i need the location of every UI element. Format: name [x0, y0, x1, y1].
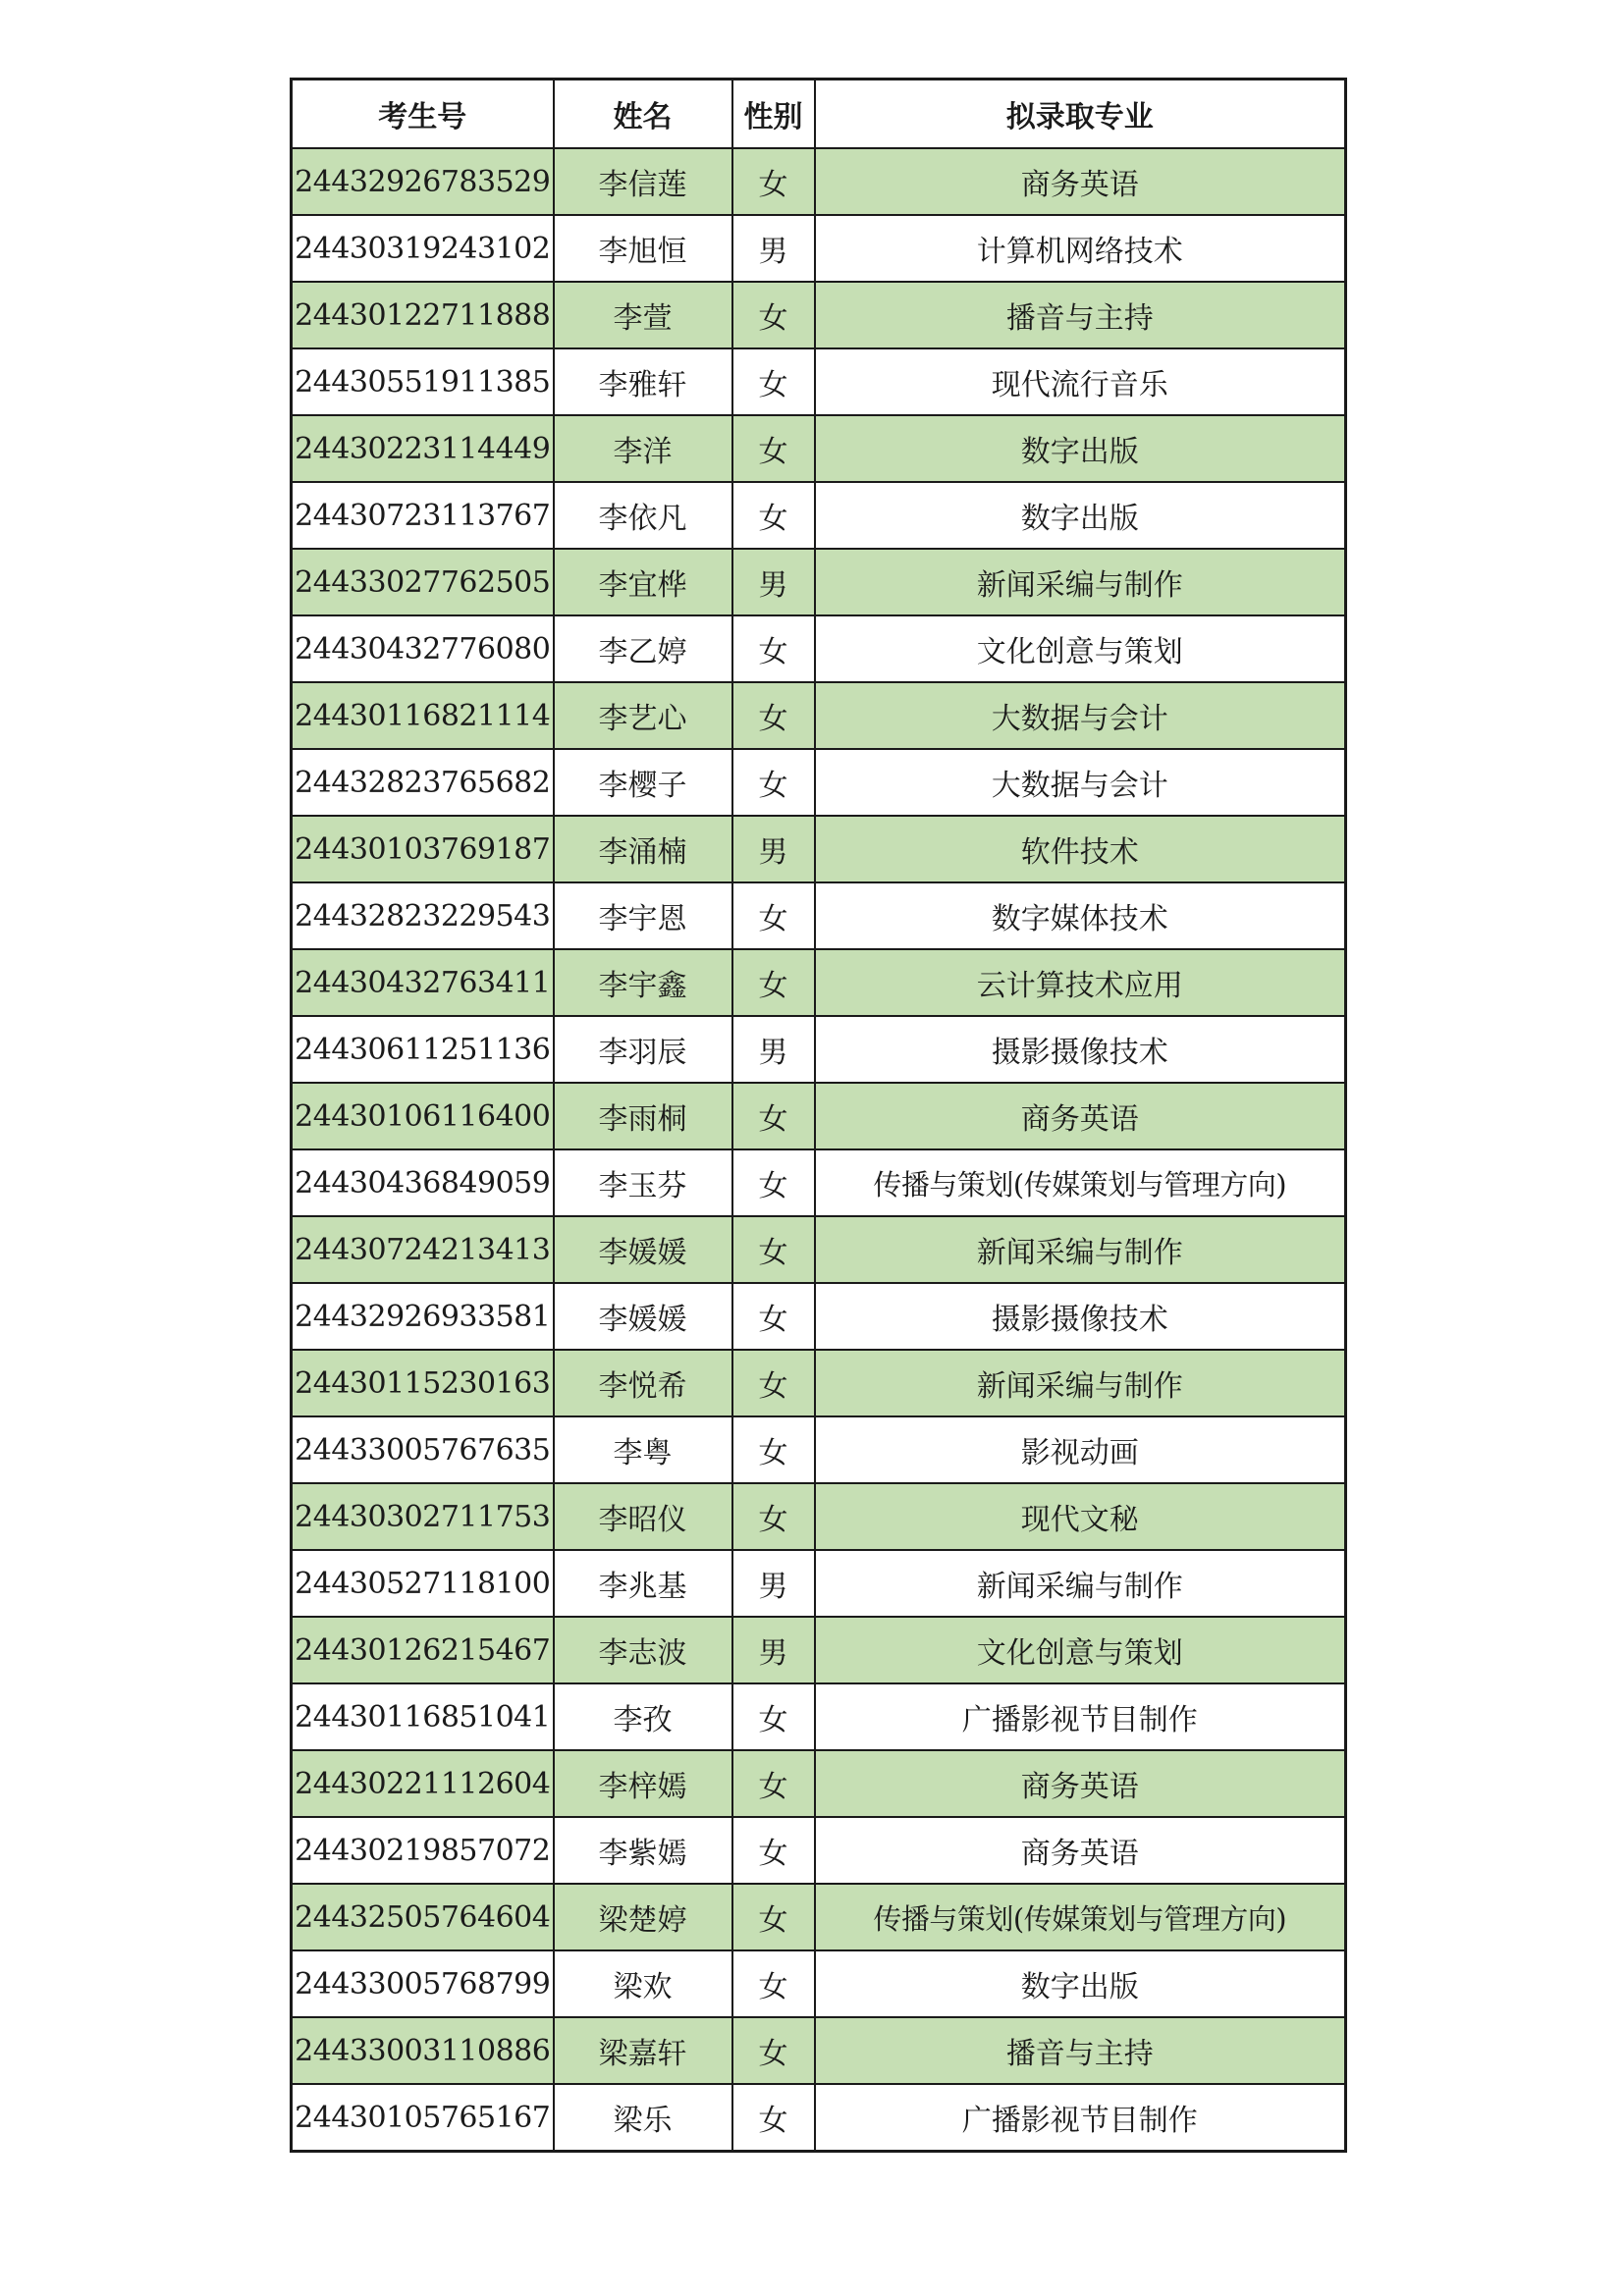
- table-row: [292, 148, 1346, 215]
- name-cell: 李旭恒: [554, 215, 732, 282]
- table-row: [292, 615, 1346, 682]
- candidate-id-cell: 24430116821114: [292, 682, 554, 749]
- admission-list-table: [290, 78, 1347, 2153]
- major-cell: 摄影摄像技术: [815, 1283, 1346, 1350]
- gender-cell: 女: [732, 1817, 815, 1884]
- candidate-id-cell: 24430551911385: [292, 348, 554, 415]
- header-gender: 性别: [732, 80, 815, 149]
- gender-cell: 女: [732, 1750, 815, 1817]
- gender-cell: 女: [732, 1083, 815, 1149]
- table-row: [292, 415, 1346, 482]
- major-cell: 软件技术: [815, 816, 1346, 882]
- table-row: [292, 549, 1346, 615]
- major-cell: 数字出版: [815, 482, 1346, 549]
- candidate-id-cell: 24430527118100: [292, 1550, 554, 1617]
- header-name: 姓名: [554, 80, 732, 149]
- table-row: [292, 1950, 1346, 2017]
- major-cell: 广播影视节目制作: [815, 2084, 1346, 2152]
- name-cell: 李乙婷: [554, 615, 732, 682]
- major-cell: 文化创意与策划: [815, 615, 1346, 682]
- candidate-id-cell: 24430115230163: [292, 1350, 554, 1416]
- candidate-id-cell: 24430126215467: [292, 1617, 554, 1683]
- name-cell: 梁嘉轩: [554, 2017, 732, 2084]
- table-row: [292, 749, 1346, 816]
- name-cell: 李悦希: [554, 1350, 732, 1416]
- major-cell: 云计算技术应用: [815, 949, 1346, 1016]
- gender-cell: 女: [732, 1283, 815, 1350]
- candidate-id-cell: 24430116851041: [292, 1683, 554, 1750]
- table-row: [292, 2017, 1346, 2084]
- major-cell: 大数据与会计: [815, 749, 1346, 816]
- table-row: [292, 1483, 1346, 1550]
- name-cell: 李媛媛: [554, 1283, 732, 1350]
- name-cell: 李志波: [554, 1617, 732, 1683]
- major-cell: 大数据与会计: [815, 682, 1346, 749]
- candidate-id-cell: 24432823765682: [292, 749, 554, 816]
- candidate-id-cell: 24430219857072: [292, 1817, 554, 1884]
- candidate-id-cell: 24432823229543: [292, 882, 554, 949]
- name-cell: 梁欢: [554, 1950, 732, 2017]
- gender-cell: 女: [732, 1483, 815, 1550]
- candidate-id-cell: 24430223114449: [292, 415, 554, 482]
- gender-cell: 女: [732, 415, 815, 482]
- candidate-id-cell: 24430319243102: [292, 215, 554, 282]
- table-row: [292, 1083, 1346, 1149]
- candidate-id-cell: 24433005767635: [292, 1416, 554, 1483]
- name-cell: 李宇鑫: [554, 949, 732, 1016]
- major-cell: 数字媒体技术: [815, 882, 1346, 949]
- table-row: [292, 282, 1346, 348]
- candidate-id-cell: 24433005768799: [292, 1950, 554, 2017]
- table-row: [292, 1350, 1346, 1416]
- major-cell: 新闻采编与制作: [815, 1350, 1346, 1416]
- candidate-id-cell: 24430221112604: [292, 1750, 554, 1817]
- gender-cell: 女: [732, 1884, 815, 1950]
- major-cell: 数字出版: [815, 415, 1346, 482]
- table-row: [292, 1683, 1346, 1750]
- name-cell: 李艺心: [554, 682, 732, 749]
- table-row: [292, 1550, 1346, 1617]
- major-cell: 播音与主持: [815, 282, 1346, 348]
- name-cell: 李樱子: [554, 749, 732, 816]
- candidate-id-cell: 24430436849059: [292, 1149, 554, 1216]
- name-cell: 李宇恩: [554, 882, 732, 949]
- table-row: [292, 1750, 1346, 1817]
- table-row: [292, 1617, 1346, 1683]
- major-cell: 新闻采编与制作: [815, 549, 1346, 615]
- gender-cell: 女: [732, 282, 815, 348]
- gender-cell: 女: [732, 348, 815, 415]
- table-row: [292, 1884, 1346, 1950]
- major-cell: 新闻采编与制作: [815, 1216, 1346, 1283]
- name-cell: 李宜桦: [554, 549, 732, 615]
- table-body: [292, 148, 1346, 2152]
- gender-cell: 男: [732, 1016, 815, 1083]
- candidate-id-cell: 24430302711753: [292, 1483, 554, 1550]
- gender-cell: 女: [732, 1683, 815, 1750]
- table-row: [292, 1216, 1346, 1283]
- name-cell: 李玉芬: [554, 1149, 732, 1216]
- gender-cell: 女: [732, 2084, 815, 2152]
- name-cell: 李依凡: [554, 482, 732, 549]
- gender-cell: 女: [732, 482, 815, 549]
- header-candidate-id: 考生号: [292, 80, 554, 149]
- major-cell: 商务英语: [815, 148, 1346, 215]
- major-cell: 商务英语: [815, 1817, 1346, 1884]
- name-cell: 李兆基: [554, 1550, 732, 1617]
- major-cell: 播音与主持: [815, 2017, 1346, 2084]
- gender-cell: 男: [732, 549, 815, 615]
- gender-cell: 女: [732, 1950, 815, 2017]
- candidate-id-cell: 24432505764604: [292, 1884, 554, 1950]
- major-cell: 数字出版: [815, 1950, 1346, 2017]
- table-row: [292, 816, 1346, 882]
- gender-cell: 女: [732, 949, 815, 1016]
- name-cell: 李梓嫣: [554, 1750, 732, 1817]
- candidate-id-cell: 24430106116400: [292, 1083, 554, 1149]
- name-cell: 李孜: [554, 1683, 732, 1750]
- gender-cell: 男: [732, 1550, 815, 1617]
- major-cell: 摄影摄像技术: [815, 1016, 1346, 1083]
- candidate-id-cell: 24433027762505: [292, 549, 554, 615]
- candidate-id-cell: 24430432776080: [292, 615, 554, 682]
- major-cell: 现代文秘: [815, 1483, 1346, 1550]
- header-major: 拟录取专业: [815, 80, 1346, 149]
- major-cell: 新闻采编与制作: [815, 1550, 1346, 1617]
- major-cell: 影视动画: [815, 1416, 1346, 1483]
- gender-cell: 女: [732, 615, 815, 682]
- name-cell: 李昭仪: [554, 1483, 732, 1550]
- candidate-id-cell: 24430103769187: [292, 816, 554, 882]
- gender-cell: 女: [732, 1149, 815, 1216]
- table-row: [292, 1817, 1346, 1884]
- candidate-id-cell: 24432926933581: [292, 1283, 554, 1350]
- name-cell: 李雅轩: [554, 348, 732, 415]
- table-row: [292, 882, 1346, 949]
- gender-cell: 男: [732, 1617, 815, 1683]
- major-cell: 传播与策划(传媒策划与管理方向): [815, 1884, 1346, 1950]
- gender-cell: 男: [732, 816, 815, 882]
- major-cell: 商务英语: [815, 1750, 1346, 1817]
- name-cell: 李萱: [554, 282, 732, 348]
- table-row: [292, 682, 1346, 749]
- table-row: [292, 1283, 1346, 1350]
- name-cell: 李雨桐: [554, 1083, 732, 1149]
- gender-cell: 女: [732, 882, 815, 949]
- candidate-id-cell: 24432926783529: [292, 148, 554, 215]
- major-cell: 计算机网络技术: [815, 215, 1346, 282]
- gender-cell: 女: [732, 749, 815, 816]
- name-cell: 李媛媛: [554, 1216, 732, 1283]
- table-row: [292, 1016, 1346, 1083]
- gender-cell: 女: [732, 1216, 815, 1283]
- table-header-row: [292, 80, 1346, 149]
- major-cell: 现代流行音乐: [815, 348, 1346, 415]
- name-cell: 李粤: [554, 1416, 732, 1483]
- major-cell: 传播与策划(传媒策划与管理方向): [815, 1149, 1346, 1216]
- table-row: [292, 949, 1346, 1016]
- name-cell: 李羽辰: [554, 1016, 732, 1083]
- candidate-id-cell: 24430723113767: [292, 482, 554, 549]
- gender-cell: 女: [732, 2017, 815, 2084]
- table-row: [292, 215, 1346, 282]
- major-cell: 商务英语: [815, 1083, 1346, 1149]
- gender-cell: 女: [732, 682, 815, 749]
- candidate-id-cell: 24430105765167: [292, 2084, 554, 2152]
- table-row: [292, 348, 1346, 415]
- candidate-id-cell: 24430432763411: [292, 949, 554, 1016]
- gender-cell: 女: [732, 1416, 815, 1483]
- name-cell: 李洋: [554, 415, 732, 482]
- candidate-id-cell: 24433003110886: [292, 2017, 554, 2084]
- candidate-id-cell: 24430724213413: [292, 1216, 554, 1283]
- name-cell: 李涌楠: [554, 816, 732, 882]
- gender-cell: 女: [732, 148, 815, 215]
- name-cell: 李紫嫣: [554, 1817, 732, 1884]
- name-cell: 梁楚婷: [554, 1884, 732, 1950]
- gender-cell: 男: [732, 215, 815, 282]
- name-cell: 李信莲: [554, 148, 732, 215]
- table-row: [292, 1416, 1346, 1483]
- name-cell: 梁乐: [554, 2084, 732, 2152]
- gender-cell: 女: [732, 1350, 815, 1416]
- table-row: [292, 1149, 1346, 1216]
- table-row: [292, 2084, 1346, 2152]
- major-cell: 文化创意与策划: [815, 1617, 1346, 1683]
- table-row: [292, 482, 1346, 549]
- candidate-id-cell: 24430122711888: [292, 282, 554, 348]
- candidate-id-cell: 24430611251136: [292, 1016, 554, 1083]
- major-cell: 广播影视节目制作: [815, 1683, 1346, 1750]
